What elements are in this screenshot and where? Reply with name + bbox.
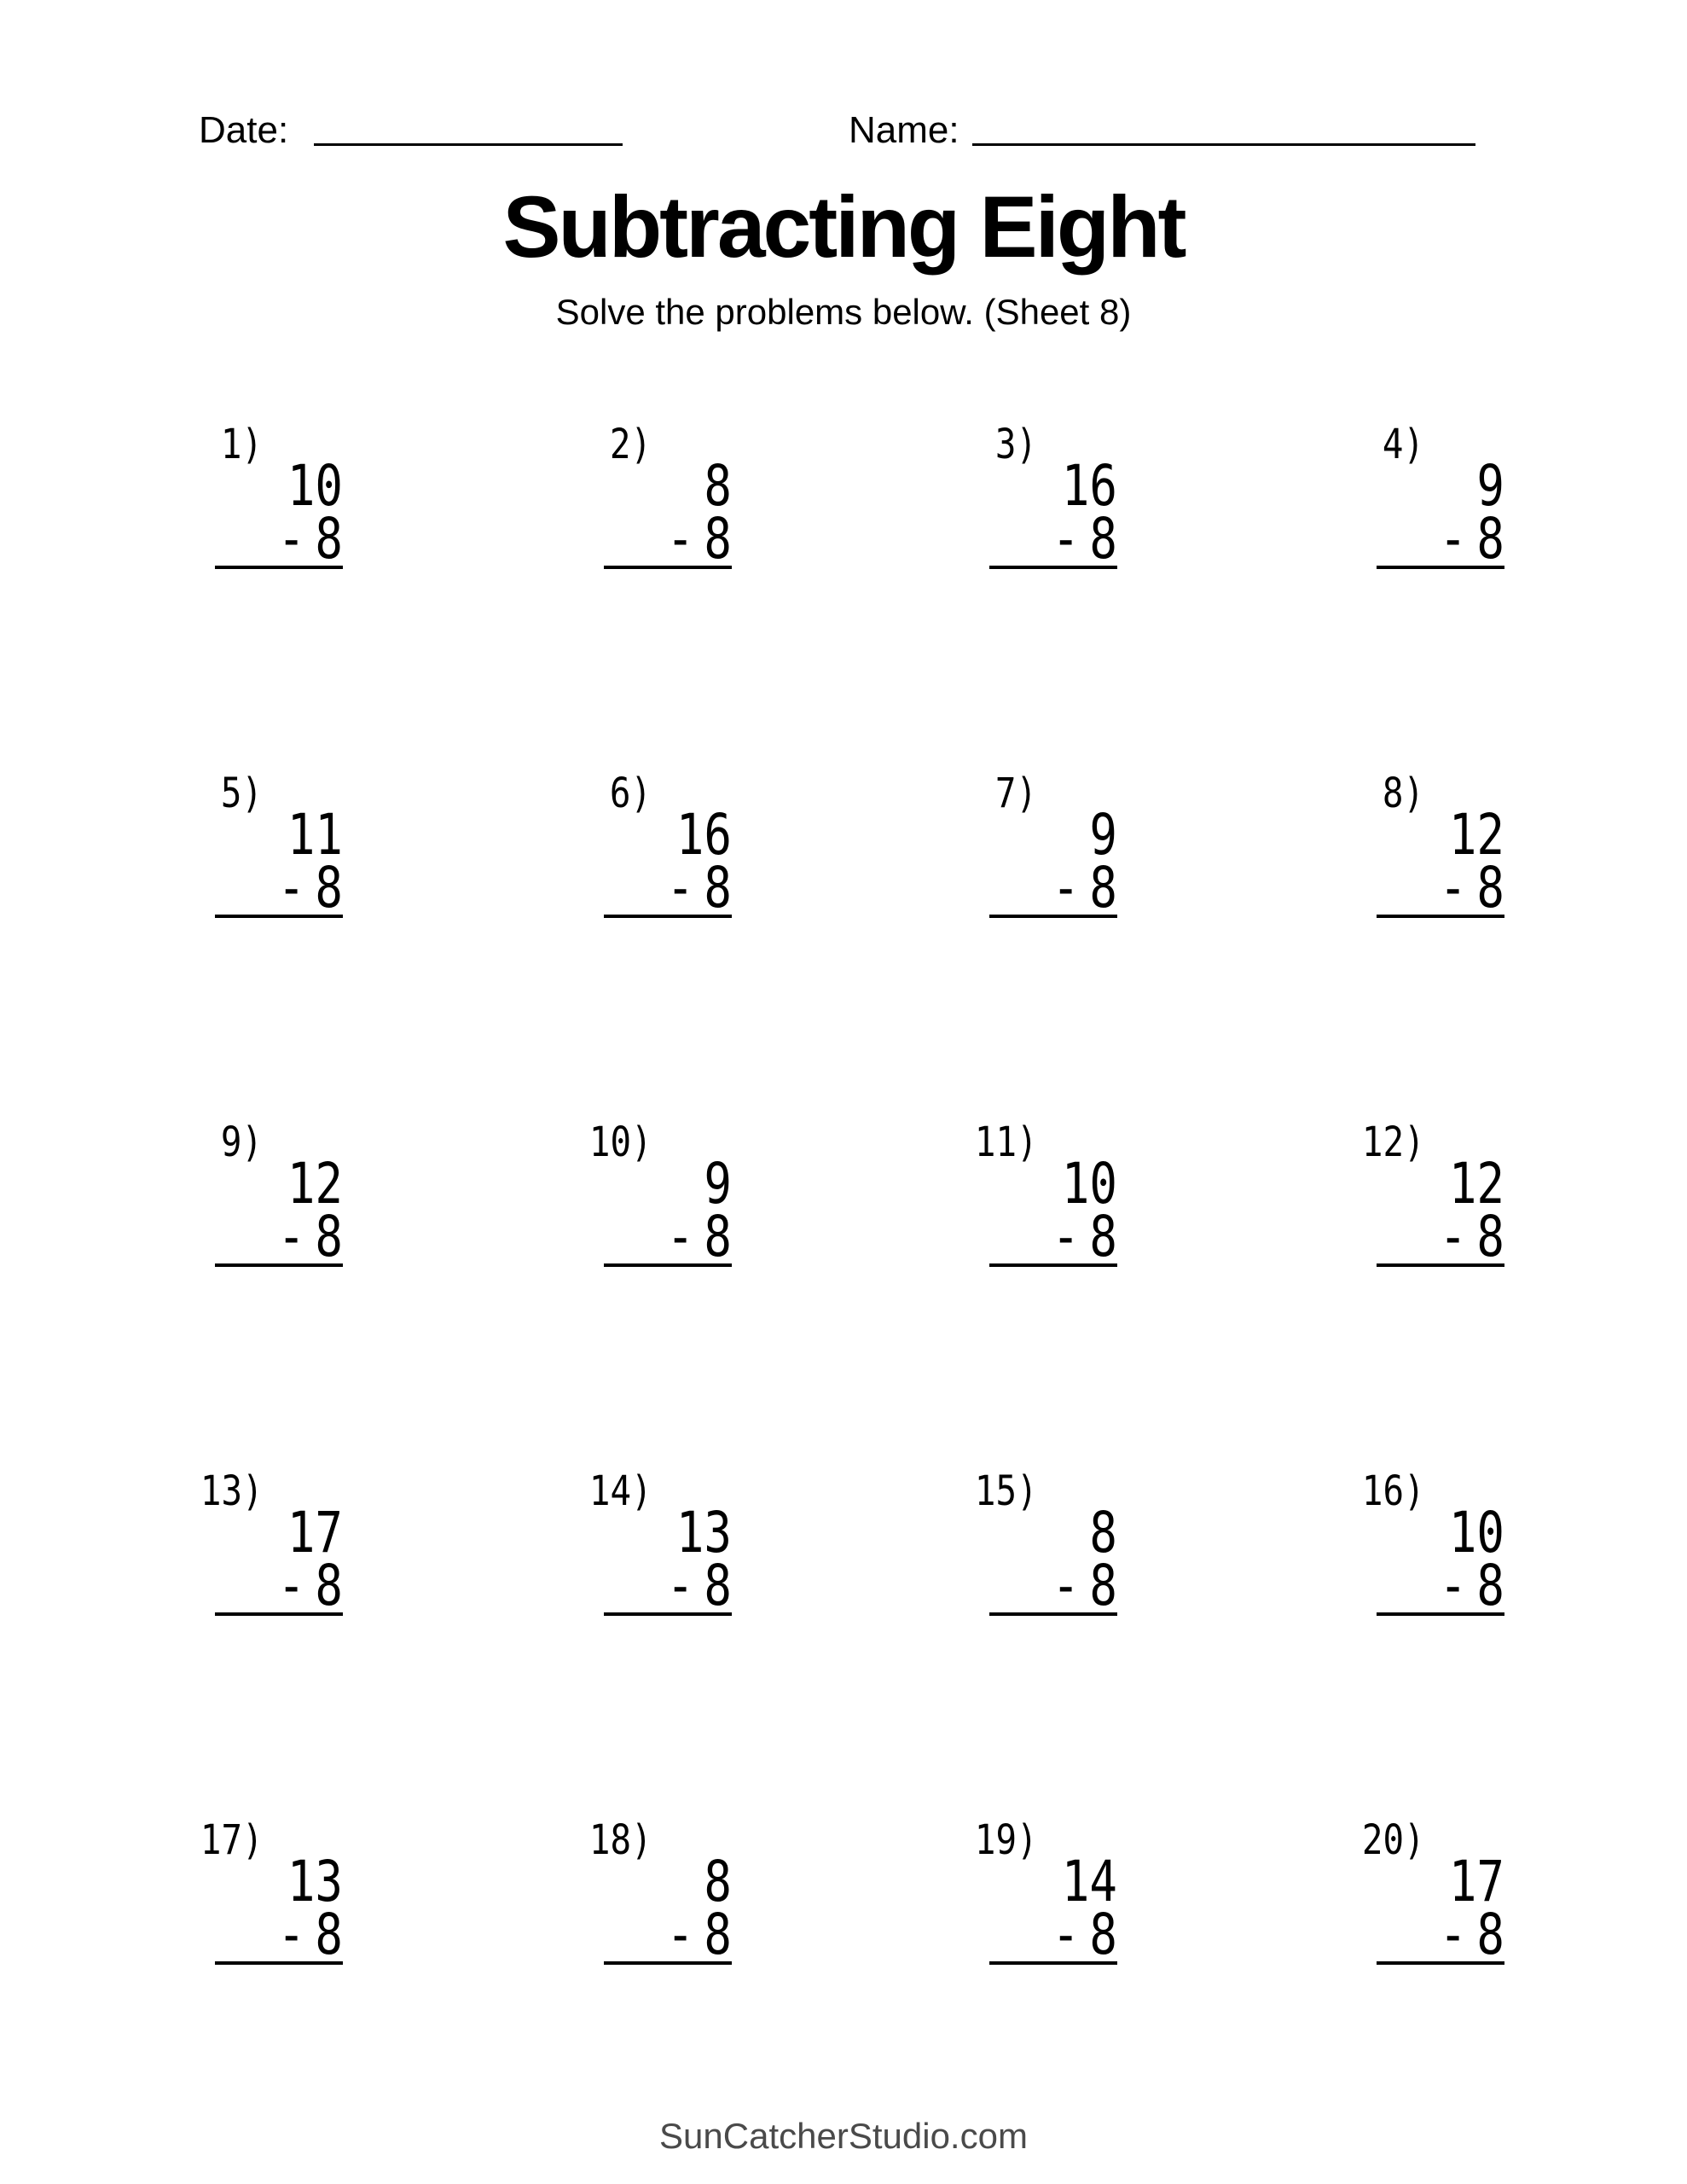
date-label: Date:: [199, 109, 289, 151]
subtraction-row: [627, 1553, 732, 1618]
minus-operator: -: [666, 506, 694, 572]
subtrahend: 8: [315, 506, 343, 572]
answer-line: [604, 1263, 732, 1267]
answer-line: [215, 1612, 343, 1616]
subtraction-row: [1012, 855, 1117, 921]
subtraction-row: [1400, 1902, 1504, 1967]
answer-line: [604, 1961, 732, 1965]
problem-13: [200, 1467, 343, 1623]
problem-number: 18): [588, 1816, 652, 1864]
minuend: 12: [1448, 802, 1504, 868]
minus-operator: -: [666, 855, 694, 921]
minus-operator: -: [1052, 855, 1080, 921]
problem-number: 7): [994, 770, 1037, 817]
minuend: 17: [1448, 1849, 1504, 1914]
minus-operator: -: [1439, 506, 1467, 572]
minuend: 12: [1448, 1151, 1504, 1217]
problem-number: 14): [588, 1467, 652, 1515]
problem-7: [989, 771, 1117, 925]
subtrahend: 8: [1476, 1553, 1504, 1618]
minuend: 10: [1448, 1500, 1504, 1565]
minus-operator: -: [1052, 1204, 1080, 1269]
subtraction-row: [1012, 1902, 1117, 1967]
name-underline: [972, 104, 1475, 146]
minuend: 16: [1061, 453, 1117, 519]
problem-15: [974, 1467, 1117, 1623]
minuend: 8: [704, 453, 732, 519]
footer-site-text: SunCatcherStudio.com: [659, 2116, 1028, 2156]
subtrahend: 8: [1089, 1902, 1117, 1967]
subtraction-row: [1400, 1204, 1504, 1269]
page-subtitle: Solve the problems below. (Sheet 8): [555, 292, 1132, 332]
problem-number: 13): [200, 1467, 264, 1515]
problem-number: 3): [994, 421, 1037, 468]
answer-line: [604, 1612, 732, 1616]
subtrahend: 8: [315, 855, 343, 921]
minuend: 16: [675, 802, 732, 868]
answer-line: [604, 566, 732, 569]
problem-16: [1361, 1467, 1504, 1623]
minuend: 9: [1476, 453, 1504, 519]
subtrahend: 8: [704, 506, 732, 572]
problem-10: [588, 1118, 732, 1274]
problem-number: 9): [220, 1118, 263, 1166]
subtraction-row: [627, 855, 732, 921]
problem-4: [1377, 422, 1504, 576]
answer-line: [215, 915, 343, 918]
minus-operator: -: [277, 1204, 305, 1269]
minus-operator: -: [1439, 1204, 1467, 1269]
minuend: 12: [287, 1151, 343, 1217]
subtrahend: 8: [1476, 1902, 1504, 1967]
problem-12: [1361, 1118, 1504, 1274]
problem-number: 5): [220, 770, 263, 817]
subtraction-row: [238, 1553, 343, 1618]
subtrahend: 8: [1089, 855, 1117, 921]
subtrahend: 8: [704, 855, 732, 921]
subtrahend: 8: [1089, 1553, 1117, 1618]
subtraction-row: [238, 855, 343, 921]
minuend: 10: [287, 453, 343, 519]
minus-operator: -: [1439, 1902, 1467, 1967]
minus-operator: -: [277, 855, 305, 921]
problem-14: [588, 1467, 732, 1623]
subtraction-row: [1012, 1553, 1117, 1618]
subtraction-row: [627, 1204, 732, 1269]
answer-line: [1377, 1612, 1504, 1616]
subtraction-row: [238, 1902, 343, 1967]
minuend: 10: [1061, 1151, 1117, 1217]
problem-5: [215, 771, 343, 925]
minus-operator: -: [277, 1902, 305, 1967]
problem-18: [588, 1816, 732, 1972]
minus-operator: -: [666, 1204, 694, 1269]
page-title: Subtracting Eight: [502, 178, 1185, 276]
problem-number: 17): [200, 1816, 264, 1864]
subtraction-row: [1012, 1204, 1117, 1269]
problem-number: 1): [220, 421, 263, 468]
problem-number: 6): [609, 770, 652, 817]
minus-operator: -: [666, 1553, 694, 1618]
answer-line: [215, 1961, 343, 1965]
problem-17: [200, 1816, 343, 1972]
problem-1: [215, 422, 343, 576]
answer-line: [1377, 1263, 1504, 1267]
date-underline: [314, 104, 623, 146]
answer-line: [989, 915, 1117, 918]
problem-number: 12): [1361, 1118, 1425, 1166]
answer-line: [215, 1263, 343, 1267]
minuend: 14: [1061, 1849, 1117, 1914]
subtrahend: 8: [1089, 506, 1117, 572]
subtraction-row: [238, 506, 343, 572]
answer-line: [1377, 1961, 1504, 1965]
minuend: 13: [675, 1500, 732, 1565]
problem-number: 15): [974, 1467, 1038, 1515]
problem-number: 20): [1361, 1816, 1425, 1864]
problem-9: [215, 1120, 343, 1274]
minus-operator: -: [1439, 855, 1467, 921]
answer-line: [1377, 915, 1504, 918]
answer-line: [1377, 566, 1504, 569]
problem-3: [989, 422, 1117, 576]
subtrahend: 8: [704, 1204, 732, 1269]
subtrahend: 8: [1089, 1204, 1117, 1269]
answer-line: [604, 915, 732, 918]
problem-number: 16): [1361, 1467, 1425, 1515]
subtrahend: 8: [315, 1553, 343, 1618]
answer-line: [215, 566, 343, 569]
answer-line: [989, 1263, 1117, 1267]
minus-operator: -: [1439, 1553, 1467, 1618]
subtraction-row: [1400, 855, 1504, 921]
subtraction-row: [1400, 1553, 1504, 1618]
subtraction-row: [238, 1204, 343, 1269]
minuend: 8: [1089, 1500, 1117, 1565]
problem-number: 8): [1382, 770, 1424, 817]
subtrahend: 8: [704, 1902, 732, 1967]
subtraction-row: [627, 506, 732, 572]
minuend: 17: [287, 1500, 343, 1565]
subtraction-row: [627, 1902, 732, 1967]
answer-line: [989, 1961, 1117, 1965]
problem-8: [1377, 771, 1504, 925]
subtrahend: 8: [315, 1902, 343, 1967]
minuend: 13: [287, 1849, 343, 1914]
problem-19: [974, 1816, 1117, 1972]
subtraction-row: [1012, 506, 1117, 572]
minus-operator: -: [1052, 1902, 1080, 1967]
problem-number: 19): [974, 1816, 1038, 1864]
subtraction-row: [1400, 506, 1504, 572]
problem-number: 4): [1382, 421, 1424, 468]
minuend: 8: [704, 1849, 732, 1914]
problem-6: [604, 771, 732, 925]
subtrahend: 8: [1476, 1204, 1504, 1269]
subtrahend: 8: [704, 1553, 732, 1618]
problem-number: 11): [974, 1118, 1038, 1166]
minus-operator: -: [666, 1902, 694, 1967]
minuend: 9: [1089, 802, 1117, 868]
minus-operator: -: [1052, 506, 1080, 572]
problem-number: 10): [588, 1118, 652, 1166]
name-label: Name:: [849, 109, 959, 151]
minuend: 9: [704, 1151, 732, 1217]
problem-11: [974, 1118, 1117, 1274]
problem-20: [1361, 1816, 1504, 1972]
subtrahend: 8: [1476, 506, 1504, 572]
answer-line: [989, 1612, 1117, 1616]
problem-number: 2): [609, 421, 652, 468]
subtrahend: 8: [315, 1204, 343, 1269]
minus-operator: -: [277, 1553, 305, 1618]
problem-2: [604, 422, 732, 576]
minus-operator: -: [1052, 1553, 1080, 1618]
minus-operator: -: [277, 506, 305, 572]
minuend: 11: [287, 802, 343, 868]
answer-line: [989, 566, 1117, 569]
subtrahend: 8: [1476, 855, 1504, 921]
